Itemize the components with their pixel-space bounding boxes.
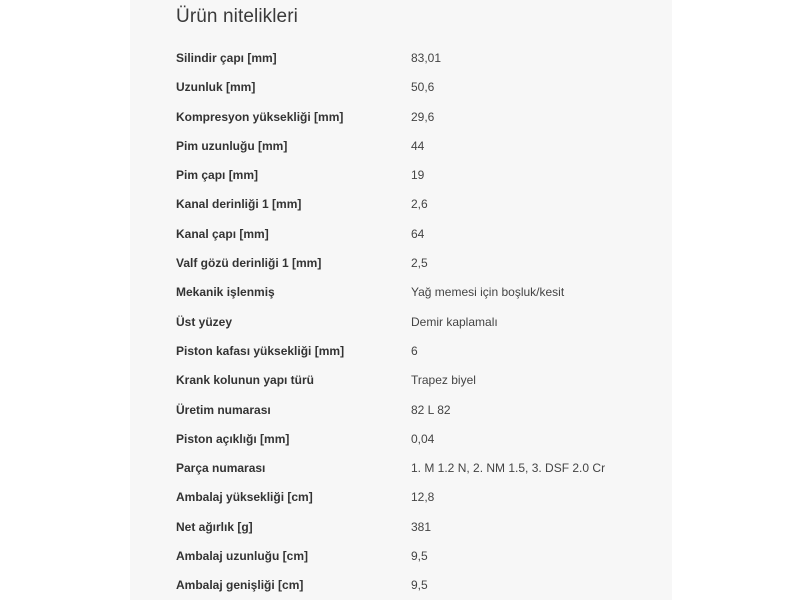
spec-label: Ambalaj uzunluğu [cm] xyxy=(176,549,308,564)
spec-value: Demir kaplamalı xyxy=(411,314,498,329)
spec-row xyxy=(0,277,800,306)
spec-label: Üretim numarası xyxy=(176,402,271,417)
spec-label: Krank kolunun yapı türü xyxy=(176,373,315,388)
spec-row xyxy=(0,424,800,453)
spec-label: Kompresyon yüksekliği [mm] xyxy=(176,109,344,124)
spec-row xyxy=(0,102,800,131)
spec-label: Ambalaj yüksekliği [cm] xyxy=(176,490,313,505)
spec-value: 0,04 xyxy=(411,431,435,446)
spec-label: Üst yüzey xyxy=(176,314,233,329)
spec-row xyxy=(0,131,800,160)
spec-row xyxy=(0,365,800,394)
spec-label: Piston açıklığı [mm] xyxy=(176,431,290,446)
spec-row xyxy=(0,570,800,599)
spec-value: 83,01 xyxy=(411,51,442,65)
spec-value: 6 xyxy=(411,343,418,358)
spec-value: 9,5 xyxy=(411,578,428,593)
spec-value: 9,5 xyxy=(411,549,428,564)
spec-value: 12,8 xyxy=(411,490,435,505)
spec-label: Kanal çapı [mm] xyxy=(176,226,269,241)
spec-row xyxy=(0,248,800,277)
spec-row xyxy=(0,512,800,541)
spec-row xyxy=(0,541,800,570)
spec-row xyxy=(0,453,800,482)
spec-row xyxy=(0,482,800,511)
spec-label: Uzunluk [mm] xyxy=(176,80,256,95)
spec-label: Silindir çapı [mm] xyxy=(176,51,277,65)
spec-table xyxy=(0,43,800,600)
spec-value: 19 xyxy=(411,168,425,183)
spec-label: Mekanik işlenmiş xyxy=(176,285,275,300)
spec-label: Pim uzunluğu [mm] xyxy=(176,138,288,153)
spec-value: 2,5 xyxy=(411,256,428,271)
spec-label: Parça numarası xyxy=(176,461,266,476)
spec-label: Kanal derinliği 1 [mm] xyxy=(176,197,302,212)
spec-label: Pim çapı [mm] xyxy=(176,168,259,183)
spec-row xyxy=(0,72,800,101)
spec-value: 82 L 82 xyxy=(411,402,451,417)
spec-row xyxy=(0,43,800,72)
spec-label: Ambalaj genişliği [cm] xyxy=(176,578,304,593)
spec-row xyxy=(0,336,800,365)
spec-row xyxy=(0,307,800,336)
spec-row xyxy=(0,160,800,189)
spec-value: 2,6 xyxy=(411,197,428,212)
spec-value: 29,6 xyxy=(411,109,435,124)
spec-row xyxy=(0,189,800,218)
spec-row xyxy=(0,219,800,248)
section-title: Ürün nitelikleri xyxy=(176,6,298,27)
spec-label: Valf gözü derinliği 1 [mm] xyxy=(176,256,322,271)
spec-label: Net ağırlık [g] xyxy=(176,519,253,534)
spec-value: Trapez biyel xyxy=(411,373,476,388)
spec-value: Yağ memesi için boşluk/kesit xyxy=(411,285,565,300)
spec-value: 64 xyxy=(411,226,425,241)
spec-value: 1. M 1.2 N, 2. NM 1.5, 3. DSF 2.0 Cr xyxy=(411,461,606,476)
spec-value: 50,6 xyxy=(411,80,435,95)
spec-value: 44 xyxy=(411,138,425,153)
spec-row xyxy=(0,395,800,424)
spec-value: 381 xyxy=(411,519,432,534)
spec-label: Piston kafası yüksekliği [mm] xyxy=(176,343,345,358)
